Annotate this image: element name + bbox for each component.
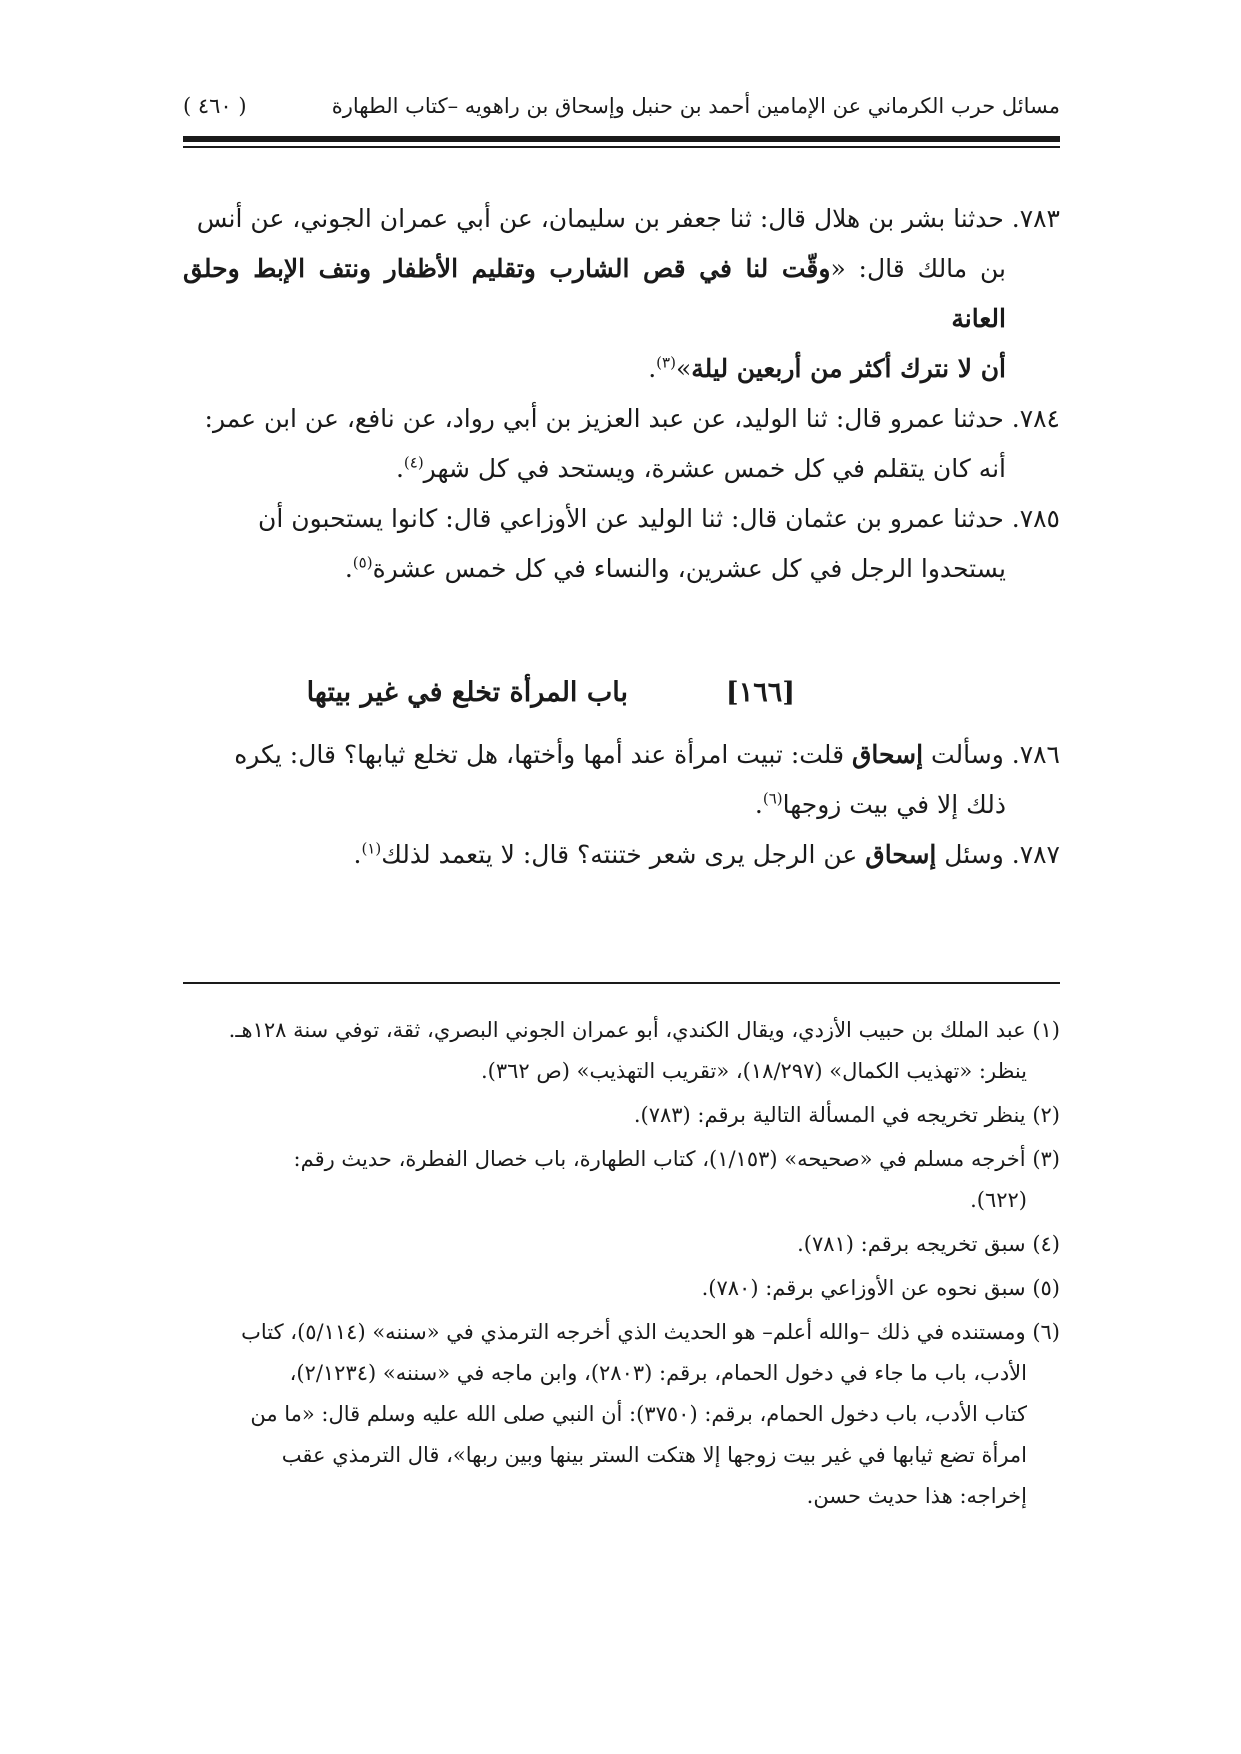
footnote-number: (٢) [1032,1103,1060,1127]
entry-text: وسألت [930,740,1004,769]
footnotes [183,1010,1060,1520]
entry-784 [183,394,1060,494]
chapter-number: [١٦٦] [725,677,795,708]
entry-number: ٧٨٤. [1011,404,1060,433]
entry-punctuation: . [344,554,353,583]
scholar-name: إسحاق [851,740,924,769]
hadith-text: وقّت لنا في قص الشارب وتقليم الأظفار ونتف الإبط وحلق العانة [183,254,1006,333]
footnote-text: سبق نحوه عن الأوزاعي برقم: (٧٨٠). [701,1276,1026,1300]
quote-mark: » [675,354,692,383]
entry-punctuation: . [648,354,657,383]
page-header [183,86,1060,126]
footnote-2 [183,1095,1060,1136]
footnote-3 [183,1139,1060,1221]
main-text-2 [183,730,1060,880]
footnote-text: ينظر: «تهذيب الكمال» (١٨/٢٩٧)، «تقريب التهذيب» (ص ٣٦٢). [480,1059,1027,1083]
main-text [183,194,1060,594]
header-rule-thin [183,146,1060,148]
footnote-text: (٦٢٢). [970,1188,1027,1212]
entry-text: أنه كان يتقلم في كل خمس عشرة، ويستحد في كل شهر [423,454,1006,483]
entry-text: وسئل [944,840,1004,869]
scholar-name: إسحاق [865,840,937,869]
footnote-number: (٥) [1032,1276,1060,1300]
entry-punctuation: . [395,454,404,483]
entry-text: قلت: تبيت امرأة عند أمها وأختها، هل تخلع ثيابها؟ قال: يكره [234,740,845,769]
entry-text: ذلك إلا في بيت زوجها [782,790,1006,819]
entry-continuation [183,544,1060,594]
entry-continuation [183,244,1060,344]
footnote-text: امرأة تضع ثيابها في غير بيت زوجها إلا هتكت الستر بينها وبين ربها»، قال الترمذي عقب [281,1443,1027,1467]
header-rule-thick [183,136,1060,142]
footnote-marker[interactable]: (٣) [656,353,676,372]
footnote-rule [183,982,1060,984]
footnote-marker[interactable]: (٥) [352,553,373,572]
footnote-number: (٤) [1032,1232,1060,1256]
footnote-5 [183,1268,1060,1309]
entry-783 [183,194,1060,394]
entry-number: ٧٨٣. [1011,204,1060,233]
entry-number: ٧٨٥. [1011,504,1060,533]
footnote-text: ومستنده في ذلك –والله أعلم– هو الحديث الذي أخرجه الترمذي في «سننه» (٥/١١٤)، كتاب [241,1320,1026,1344]
entry-text: حدثنا بشر بن هلال قال: ثنا جعفر بن سليمان، عن أبي عمران الجوني، عن أنس [196,204,1004,233]
entry-786 [183,730,1060,830]
entry-text: بن مالك قال: « [830,254,1006,283]
footnote-text: إخراجه: هذا حديث حسن. [806,1484,1027,1508]
entry-continuation [183,780,1060,830]
footnote-text: كتاب الأدب، باب دخول الحمام، برقم: (٣٧٥٠): أن النبي صلى الله عليه وسلم قال: «ما من [250,1402,1027,1426]
entry-punctuation: . [353,840,362,869]
footnote-1 [183,1010,1060,1092]
footnote-number: (١) [1032,1018,1060,1042]
footnote-4 [183,1224,1060,1265]
entry-continuation [183,444,1060,494]
footnote-6 [183,1312,1060,1517]
running-title: مسائل حرب الكرماني عن الإمامين أحمد بن حنبل وإسحاق بن راهويه –كتاب الطهارة [331,93,1060,118]
entry-787 [183,830,1060,880]
chapter-heading [183,668,1060,718]
footnote-marker[interactable]: (١) [361,839,382,858]
hadith-text: أن لا نترك أكثر من أربعين ليلة [691,354,1006,383]
entry-punctuation: . [754,790,763,819]
chapter-title: باب المرأة تخلع في غير بيتها [306,677,628,708]
footnote-text: سبق تخريجه برقم: (٧٨١). [797,1232,1026,1256]
entry-number: ٧٨٦. [1011,740,1060,769]
footnote-number: (٦) [1032,1320,1060,1344]
entry-number: ٧٨٧. [1011,840,1060,869]
footnote-text: الأدب، باب ما جاء في دخول الحمام، برقم: (٢٨٠٣)، وابن ماجه في «سننه» (٢/١٢٣٤)، [289,1361,1027,1385]
footnote-marker[interactable]: (٦) [762,789,783,808]
entry-text: عن الرجل يرى شعر ختنته؟ قال: لا يتعمد لذلك [381,840,858,869]
page-number: ( ٤٦٠ ) [183,93,247,118]
entry-text: حدثنا عمرو بن عثمان قال: ثنا الوليد عن الأوزاعي قال: كانوا يستحبون أن [258,504,1004,533]
footnote-number: (٣) [1032,1147,1060,1171]
entry-continuation [183,344,1060,394]
footnote-marker[interactable]: (٤) [403,453,424,472]
footnote-text: عبد الملك بن حبيب الأزدي، ويقال الكندي، أبو عمران الجوني البصري، ثقة، توفي سنة ١٢٨هـ. [228,1018,1026,1042]
entry-text: يستحدوا الرجل في كل عشرين، والنساء في كل خمس عشرة [372,554,1006,583]
entry-785 [183,494,1060,594]
footnote-text: ينظر تخريجه في المسألة التالية برقم: (٧٨٣). [633,1103,1026,1127]
entry-text: حدثنا عمرو قال: ثنا الوليد، عن عبد العزيز بن أبي رواد، عن نافع، عن ابن عمر: [204,404,1004,433]
footnote-text: أخرجه مسلم في «صحيحه» (١/١٥٣)، كتاب الطهارة، باب خصال الفطرة، حديث رقم: [293,1147,1026,1171]
